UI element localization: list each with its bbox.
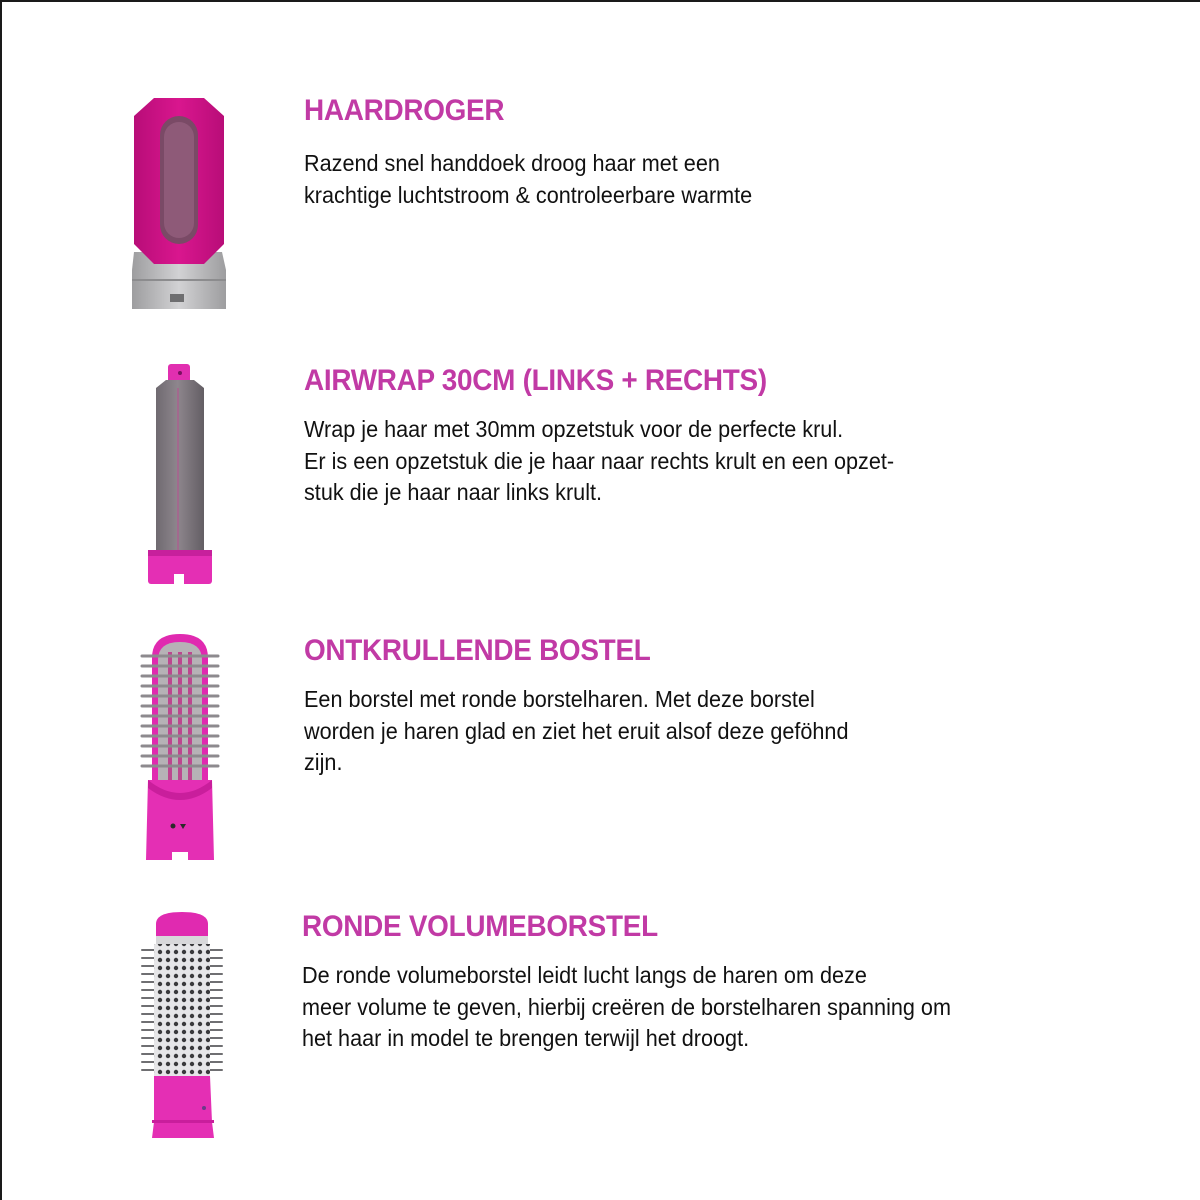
feature-title: HAARDROGER bbox=[304, 94, 505, 127]
feature-text bbox=[302, 910, 992, 1055]
feature-description: Een borstel met ronde borstelharen. Met deze borstel worden je haren glad en ziet het eruit alsof deze geföhnd zijn. bbox=[304, 686, 849, 775]
feature-title: AIRWRAP 30CM (LINKS + RECHTS) bbox=[304, 364, 767, 397]
feature-text bbox=[304, 364, 932, 509]
feature-description: Wrap je haar met 30mm opzetstuk voor de perfecte krul. Er is een opzetstuk die je haar naar rechts krult en een opzet- stuk die je haar naar links krult. bbox=[304, 416, 895, 505]
feature-description: Razend snel handdoek droog haar met een krachtige luchtstroom & controleerbare warmte bbox=[304, 150, 753, 208]
feature-text bbox=[304, 94, 781, 211]
feature-title: RONDE VOLUMEBORSTEL bbox=[302, 910, 658, 943]
paddle-brush-icon bbox=[138, 630, 222, 862]
feature-text bbox=[304, 634, 883, 779]
hair-dryer-nozzle-icon bbox=[128, 94, 228, 316]
feature-description: De ronde volumeborstel leidt lucht langs de haren om deze meer volume te geven, hierbij creëren de borstelharen spanning om het haar in model te brengen terwijl het droogt. bbox=[302, 962, 951, 1051]
round-volume-brush-icon bbox=[140, 908, 224, 1140]
airwrap-barrel-icon bbox=[144, 362, 216, 588]
feature-title: ONTKRULLENDE BOSTEL bbox=[304, 634, 651, 667]
